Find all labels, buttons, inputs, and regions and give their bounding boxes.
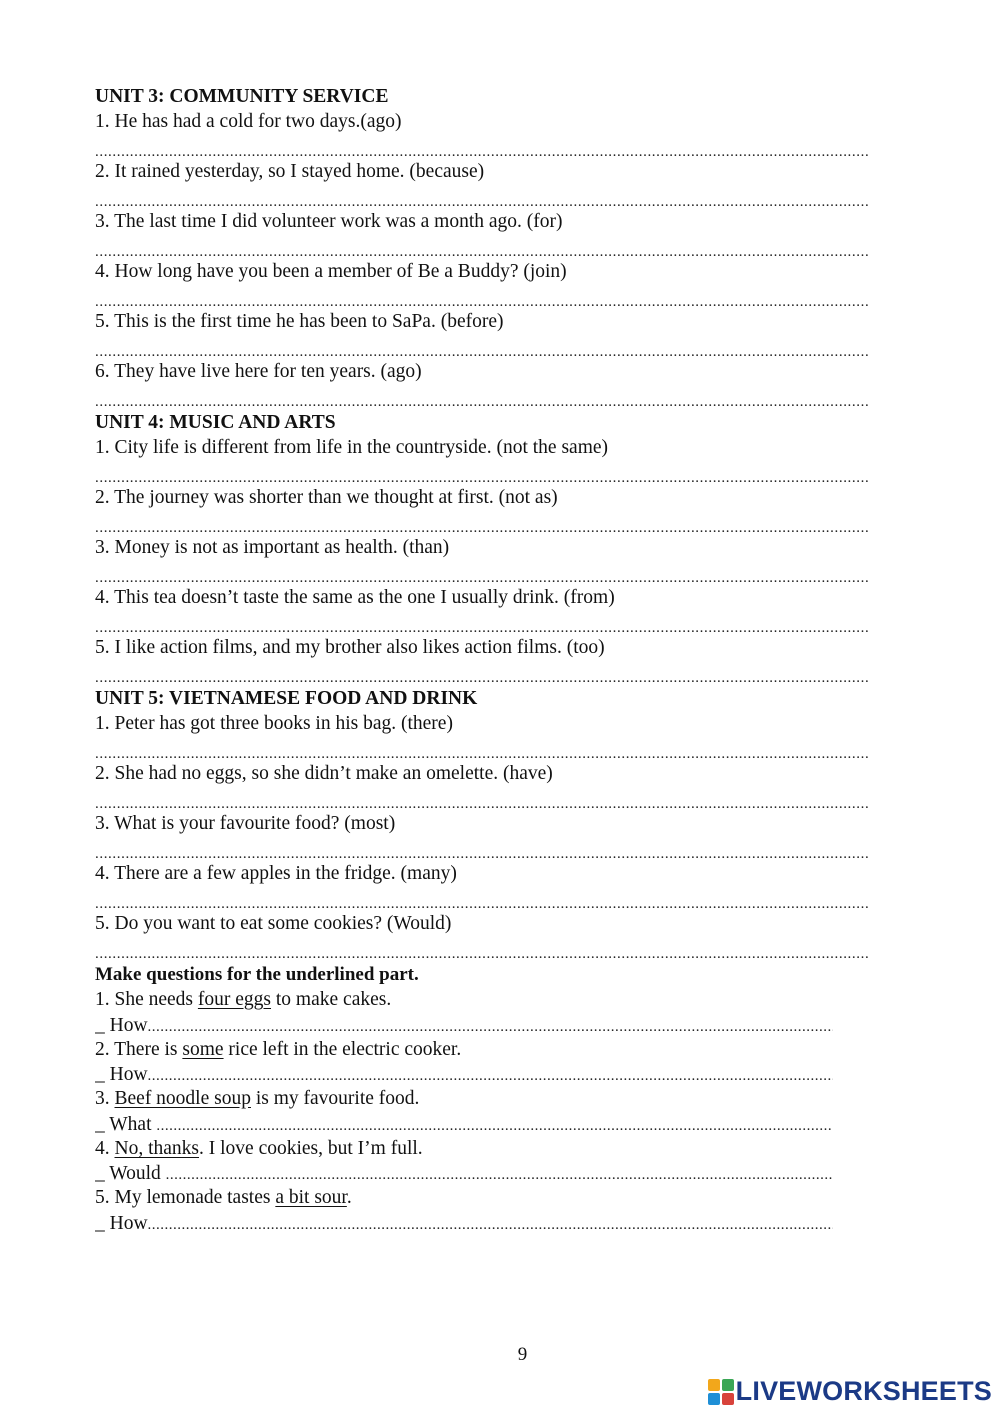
answer-prompt: _ How [95, 1014, 148, 1036]
answer-line[interactable] [95, 1211, 833, 1236]
question: 2. She had no eggs, so she didn’t make an omelette. (have) [95, 763, 553, 784]
answer-line[interactable] [95, 511, 870, 537]
answer-prompt: _ How [95, 1212, 148, 1234]
underlined-part: No, thanks [114, 1137, 199, 1159]
answer-line[interactable] [95, 385, 870, 411]
question [95, 1087, 870, 1112]
underlined-part: four eggs [197, 989, 272, 1010]
question-text: 3. [95, 1088, 115, 1109]
page-number: 9 [517, 1344, 528, 1365]
answer-line[interactable] [95, 285, 870, 311]
logo-square-orange [708, 1379, 720, 1391]
question: 5. Do you want to eat some cookies? (Would) [95, 913, 452, 934]
answer-line[interactable] [95, 1161, 833, 1186]
answer-prompt: _ How [95, 1064, 148, 1085]
logo-square-red [722, 1393, 734, 1405]
answer-dots[interactable] [148, 1019, 833, 1035]
question: 1. He has had a cold for two days.(ago) [95, 111, 402, 132]
question: 4. This tea doesn’t taste the same as the one I usually drink. (from) [95, 587, 615, 608]
question [95, 1186, 870, 1211]
answer-line[interactable] [95, 235, 870, 261]
question-text: 2. There is [95, 1038, 183, 1060]
question: 4. There are a few apples in the fridge. (many) [95, 863, 457, 884]
answer-line[interactable] [95, 185, 870, 211]
logo-square-blue [708, 1393, 720, 1405]
question [95, 988, 870, 1013]
question-text: to make cakes. [271, 989, 392, 1010]
answer-line[interactable] [95, 787, 870, 813]
worksheet-page [95, 84, 870, 1236]
question: 5. This is the first time he has been to SaPa. (before) [95, 311, 504, 332]
liveworksheets-logo[interactable] [708, 1376, 992, 1407]
unit-3-section [95, 84, 870, 410]
answer-line[interactable] [95, 135, 870, 161]
answer-line[interactable] [95, 937, 870, 963]
underlined-part: some [182, 1038, 224, 1060]
question: 3. Money is not as important as health. (than) [95, 537, 450, 558]
unit-4-section [95, 410, 870, 686]
question: 2. It rained yesterday, so I stayed home. (because) [95, 161, 485, 182]
question-text: . I love cookies, but I’m full. [199, 1137, 423, 1159]
question: 3. What is your favourite food? (most) [95, 813, 396, 834]
answer-dots[interactable] [148, 1217, 833, 1233]
question-text: . [346, 1187, 352, 1208]
question: 4. How long have you been a member of Be a Buddy? (join) [95, 261, 567, 282]
answer-line[interactable] [95, 1013, 833, 1038]
make-questions-section [95, 962, 870, 1236]
question-text: rice left in the electric cooker. [223, 1038, 462, 1060]
answer-line[interactable] [95, 335, 870, 361]
answer-prompt: _ What [95, 1113, 157, 1135]
question-text: is my favourite food. [250, 1088, 420, 1109]
question: 6. They have live here for ten years. (ago) [95, 361, 422, 382]
question: 2. The journey was shorter than we thought at first. (not as) [95, 487, 558, 508]
question: 1. City life is different from life in the countryside. (not the same) [95, 437, 609, 458]
answer-prompt: _ Would [95, 1163, 166, 1184]
question-text: 1. She needs [95, 989, 198, 1010]
question: 1. Peter has got three books in his bag. (there) [95, 713, 453, 734]
question-text: 5. My lemonade tastes [95, 1187, 276, 1208]
question [95, 1137, 870, 1162]
answer-line[interactable] [95, 887, 870, 913]
question: 3. The last time I did volunteer work was a month ago. (for) [95, 211, 563, 232]
question: 5. I like action films, and my brother also likes action films. (too) [95, 637, 605, 658]
underlined-part: Beef noodle soup [114, 1088, 251, 1109]
unit-5-section [95, 686, 870, 962]
answer-line[interactable] [95, 837, 870, 863]
answer-line[interactable] [95, 461, 870, 487]
answer-line[interactable] [95, 661, 870, 687]
brand-name: LIVEWORKSHEETS [735, 1376, 992, 1406]
answer-dots[interactable] [166, 1167, 833, 1183]
logo-square-green [722, 1379, 734, 1391]
underlined-part: a bit sour [275, 1187, 347, 1208]
answer-dots[interactable] [148, 1068, 833, 1084]
question [95, 1038, 870, 1063]
answer-line[interactable] [95, 561, 870, 587]
liveworksheets-logo-icon [708, 1379, 734, 1405]
question-text: 4. [95, 1137, 115, 1159]
answer-dots[interactable] [156, 1118, 833, 1134]
unit-title: UNIT 5: VIETNAMESE FOOD AND DRINK [95, 688, 478, 709]
answer-line[interactable] [95, 1112, 833, 1137]
answer-line[interactable] [95, 611, 870, 637]
section-title: Make questions for the underlined part. [95, 964, 419, 985]
unit-title: UNIT 3: COMMUNITY SERVICE [95, 86, 389, 107]
answer-line[interactable] [95, 737, 870, 763]
answer-line[interactable] [95, 1062, 833, 1087]
unit-title: UNIT 4: MUSIC AND ARTS [95, 412, 336, 433]
